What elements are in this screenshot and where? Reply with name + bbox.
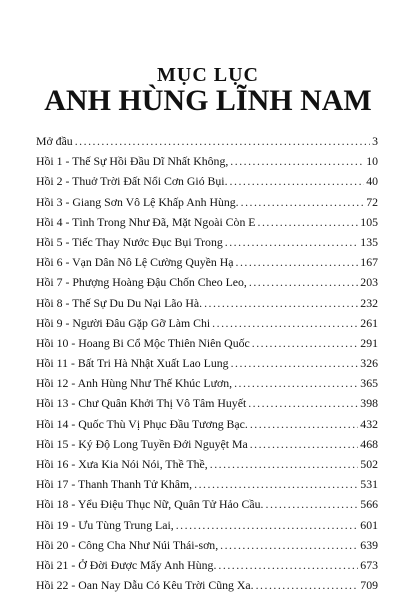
toc-entry-title: Hồi 16 - Xưa Kia Nói Nói, Thề Thề, <box>36 457 208 471</box>
dot-leader <box>252 333 359 353</box>
toc-entry-page: 639 <box>360 537 378 552</box>
toc-entry-page: 10 <box>366 154 378 169</box>
toc-entry-page: 566 <box>360 497 378 512</box>
dot-leader <box>212 313 358 333</box>
toc-entry-page: 40 <box>366 174 378 189</box>
toc-entry-title: Hồi 5 - Tiếc Thay Nước Đục Bụi Trong <box>36 234 223 249</box>
toc-entry <box>36 535 378 555</box>
toc-entry <box>36 393 378 413</box>
toc-entry-title: Hồi 20 - Công Cha Như Núi Thái-sơn, <box>36 537 219 552</box>
toc-entry-title: Hồi 18 - Yểu Điệu Thục Nữ, Quân Tử Hảo Cầu. <box>36 497 264 512</box>
dot-leader <box>266 494 359 514</box>
dot-leader <box>230 151 364 171</box>
toc-entry <box>36 252 378 272</box>
toc-entry-page: 531 <box>360 477 378 492</box>
toc-entry-title: Hồi 13 - Chư Quân Khởi Thị Vô Tâm Huyết <box>36 396 247 411</box>
toc-entry-title: Hồi 14 - Quốc Thù Vị Phục Đầu Tương Bạc. <box>36 416 248 431</box>
toc-entry <box>36 272 378 292</box>
toc-entry-title: Hồi 1 - Thế Sự Hồi Đầu Dĩ Nhất Không, <box>36 154 229 169</box>
toc-entry <box>36 131 378 151</box>
dot-leader <box>249 272 358 292</box>
dot-leader <box>258 212 359 232</box>
toc-heading: MỤC LỤC <box>157 64 259 86</box>
toc-entry <box>36 373 378 393</box>
toc-entry-page: 365 <box>360 376 378 391</box>
toc-entry-title: Hồi 7 - Phượng Hoàng Đậu Chốn Cheo Leo, <box>36 275 247 290</box>
toc-entry <box>36 232 378 252</box>
toc-entry-page: 203 <box>360 275 378 290</box>
toc-entry-page: 105 <box>360 214 378 229</box>
dot-leader <box>218 555 358 575</box>
toc-entry <box>36 151 378 171</box>
toc-entry <box>36 353 378 373</box>
toc-entry-title: Hồi 10 - Hoang Bi Cổ Mộc Thiên Niên Quốc <box>36 335 250 350</box>
toc-entry-page: 709 <box>360 578 378 593</box>
toc-entry-page: 468 <box>360 436 378 451</box>
toc-entry-page: 232 <box>360 295 378 310</box>
dot-leader <box>220 535 358 555</box>
toc-entry-title: Hồi 19 - Ưu Tùng Trung Lai, <box>36 517 174 532</box>
toc-entry-title: Hồi 2 - Thuở Trời Đất Nổi Cơn Gió Bụi. <box>36 174 228 189</box>
toc-entry-page: 601 <box>360 517 378 532</box>
dot-leader <box>256 575 359 595</box>
dot-leader <box>210 454 359 474</box>
toc-entry <box>36 313 378 333</box>
dot-leader <box>250 434 359 454</box>
toc-entry-title: Mở đầu <box>36 134 73 148</box>
toc-entry-title: Hồi 21 - Ở Đời Được Mấy Anh Hùng. <box>36 557 217 572</box>
dot-leader <box>236 252 359 272</box>
toc-entry-page: 3 <box>372 134 378 148</box>
toc-entry-page: 291 <box>360 335 378 350</box>
toc-entry-title: Hồi 8 - Thế Sự Du Du Nại Lão Hà. <box>36 295 203 310</box>
toc-entry <box>36 474 378 494</box>
dot-leader <box>231 353 359 373</box>
toc-entry <box>36 555 378 575</box>
toc-entry-page: 432 <box>360 416 378 431</box>
toc-entry-page: 72 <box>366 194 378 209</box>
table-of-contents <box>36 131 378 595</box>
toc-entry-title: Hồi 11 - Bất Tri Hà Nhật Xuất Lao Lung <box>36 356 229 371</box>
toc-entry <box>36 333 378 353</box>
toc-entry-title: Hồi 9 - Người Đâu Gặp Gỡ Làm Chi <box>36 315 211 330</box>
toc-entry <box>36 171 378 191</box>
toc-entry-title: Hồi 22 - Oan Nay Dẫu Có Kêu Trời Cũng Xa. <box>36 578 254 593</box>
toc-entry-page: 135 <box>360 234 378 249</box>
toc-entry-page: 673 <box>360 557 378 572</box>
toc-entry <box>36 434 378 454</box>
dot-leader <box>204 293 358 313</box>
dot-leader <box>248 393 358 413</box>
toc-entry-page: 261 <box>360 315 378 330</box>
toc-entry-title: Hồi 3 - Giang Sơn Vô Lệ Khấp Anh Hùng. <box>36 194 239 209</box>
toc-entry <box>36 454 378 474</box>
dot-leader <box>176 515 359 535</box>
toc-entry <box>36 293 378 313</box>
book-title: ANH HÙNG LĨNH NAM <box>44 84 372 117</box>
toc-entry <box>36 192 378 212</box>
toc-entry <box>36 414 378 434</box>
toc-entry <box>36 212 378 232</box>
dot-leader <box>230 171 365 191</box>
dot-leader <box>194 474 358 494</box>
toc-entry <box>36 515 378 535</box>
toc-entry <box>36 575 378 595</box>
toc-entry-title: Hồi 6 - Vạn Dân Nô Lệ Cường Quyền Hạ <box>36 255 234 270</box>
toc-entry-title: Hồi 4 - Tình Trong Như Đã, Mặt Ngoài Còn E <box>36 214 256 229</box>
toc-entry-title: Hồi 17 - Thanh Thanh Tử Khâm, <box>36 477 193 492</box>
dot-leader <box>225 232 359 252</box>
dot-leader <box>250 414 358 434</box>
toc-entry-page: 398 <box>360 396 378 411</box>
dot-leader <box>75 131 370 151</box>
toc-entry-title: Hồi 15 - Ký Độ Long Tuyền Đới Nguyệt Ma <box>36 436 248 451</box>
toc-entry-page: 167 <box>360 255 378 270</box>
dot-leader <box>234 373 358 393</box>
toc-entry-page: 326 <box>360 356 378 371</box>
toc-entry-page: 502 <box>360 457 378 471</box>
dot-leader <box>241 192 365 212</box>
toc-entry <box>36 494 378 514</box>
toc-entry-title: Hồi 12 - Anh Hùng Như Thế Khúc Lươn, <box>36 376 233 391</box>
